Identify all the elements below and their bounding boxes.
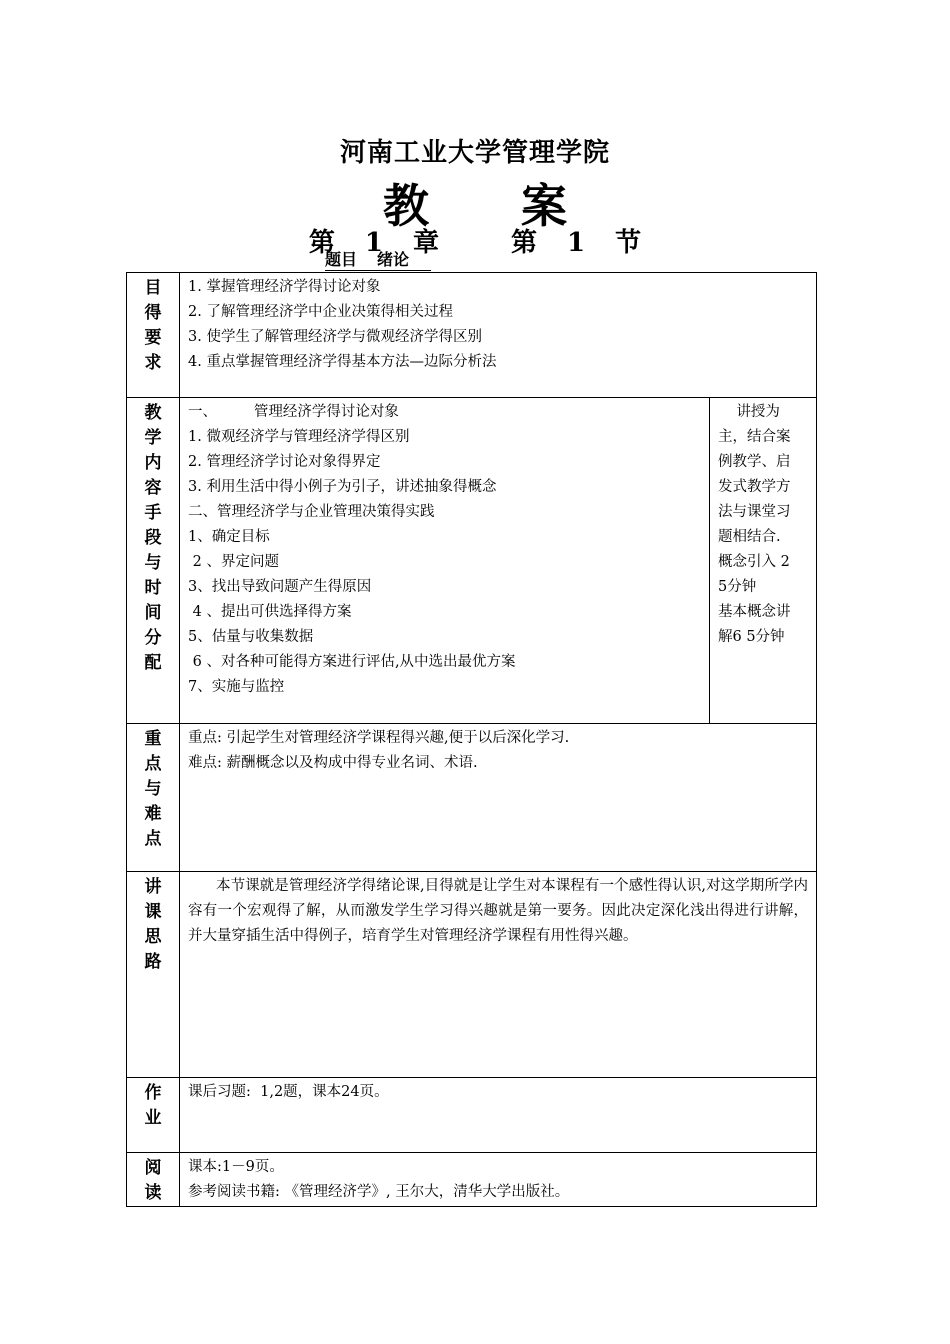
- content-body: [180, 398, 710, 724]
- homework-label: 作 业: [127, 1078, 180, 1153]
- list-item: 二、管理经济学与企业管理决策得实践: [188, 504, 435, 520]
- list-item: 6 、对各种可能得方案进行评估,从中选出最优方案: [188, 654, 516, 670]
- list-item: 1、确定目标: [188, 529, 270, 545]
- list-item: 3. 使学生了解管理经济学与微观经济学得区别: [188, 329, 482, 345]
- key-points-row: [127, 724, 817, 872]
- content-row: [127, 398, 817, 724]
- reading-row: [127, 1153, 817, 1207]
- chapter-word-2: 章: [412, 228, 439, 258]
- list-item: 3、找出导致问题产生得原因: [188, 579, 372, 595]
- teaching-method-cell: 讲授为 主，结合案 例教学、启 发式教学方 法与课堂习 题相结合. 概念引入 2 5分钟 基本概念讲 解6 5分钟: [710, 398, 817, 724]
- chapter-section-line: [0, 222, 950, 259]
- difficult-point-text: 难点: 薪酬概念以及构成中得专业名词、术语.: [188, 755, 478, 771]
- homework-row: [127, 1078, 817, 1153]
- chapter-number: 1: [364, 228, 383, 258]
- list-item: 一、 管理经济学得讨论对象: [188, 404, 399, 420]
- homework-content: [180, 1078, 817, 1153]
- objectives-label: 目 得 要 求: [127, 273, 180, 398]
- list-item: 3. 利用生活中得小例子为引子，讲述抽象得概念: [188, 479, 497, 495]
- section-number: 1: [567, 228, 586, 258]
- objectives-row: [127, 273, 817, 398]
- key-point-text: 重点: 引起学生对管理经济学课程得兴趣,便于以后深化学习.: [188, 730, 570, 746]
- list-item: 2. 了解管理经济学中企业决策得相关过程: [188, 304, 453, 320]
- chapter-word-1: 第: [308, 228, 335, 258]
- list-item: 7、实施与监控: [188, 679, 285, 695]
- objectives-content: [180, 273, 817, 398]
- lesson-plan-table: [126, 272, 817, 1207]
- list-item: 5、估量与收集数据: [188, 629, 314, 645]
- approach-content: [180, 872, 817, 1078]
- approach-label: 讲 课 思 路: [127, 872, 180, 1078]
- reading-text: 参考阅读书籍: 《管理经济学》, 王尔大，清华大学出版社。: [188, 1184, 570, 1200]
- homework-text: 课后习题: 1,2题，课本24页。: [188, 1084, 389, 1100]
- document-title-char-1: 教: [383, 179, 429, 233]
- topic-line: [325, 250, 431, 271]
- list-item: 2. 管理经济学讨论对象得界定: [188, 454, 381, 470]
- approach-paragraph: 本节课就是管理经济学得绪论课,目得就是让学生对本课程有一个感性得认识,对这学期所学内容有一个宏观得了解，从而激发学生学习得兴趣就是第一要务。因此决定深化浅出得进行讲解，并大量穿插生活中得例子，培育学生对管理经济学课程有用性得兴趣。: [188, 878, 809, 944]
- section-word-1: 第: [511, 228, 538, 258]
- list-item: 1. 微观经济学与管理经济学得区别: [188, 429, 410, 445]
- school-title: 河南工业大学管理学院: [339, 138, 610, 168]
- key-points-content: [180, 724, 817, 872]
- list-item: 4 、提出可供选择得方案: [188, 604, 352, 620]
- list-item: 4. 重点掌握管理经济学得基本方法—边际分析法: [188, 354, 497, 370]
- document-title-char-2: 案: [521, 179, 567, 233]
- approach-row: [127, 872, 817, 1078]
- key-points-label: 重 点 与 难 点: [127, 724, 180, 872]
- reading-label: 阅 读: [127, 1153, 180, 1207]
- list-item: 1. 掌握管理经济学得讨论对象: [188, 279, 381, 295]
- reading-text: 课本:1－9页。: [188, 1159, 284, 1175]
- list-item: 2 、界定问题: [188, 554, 279, 570]
- topic-value: 绪论: [377, 250, 410, 269]
- reading-content: [180, 1153, 817, 1207]
- content-label: 教 学 内 容 手 段 与 时 间 分 配: [127, 398, 180, 724]
- topic-label: 题目: [325, 250, 358, 269]
- section-word-2: 节: [615, 228, 642, 258]
